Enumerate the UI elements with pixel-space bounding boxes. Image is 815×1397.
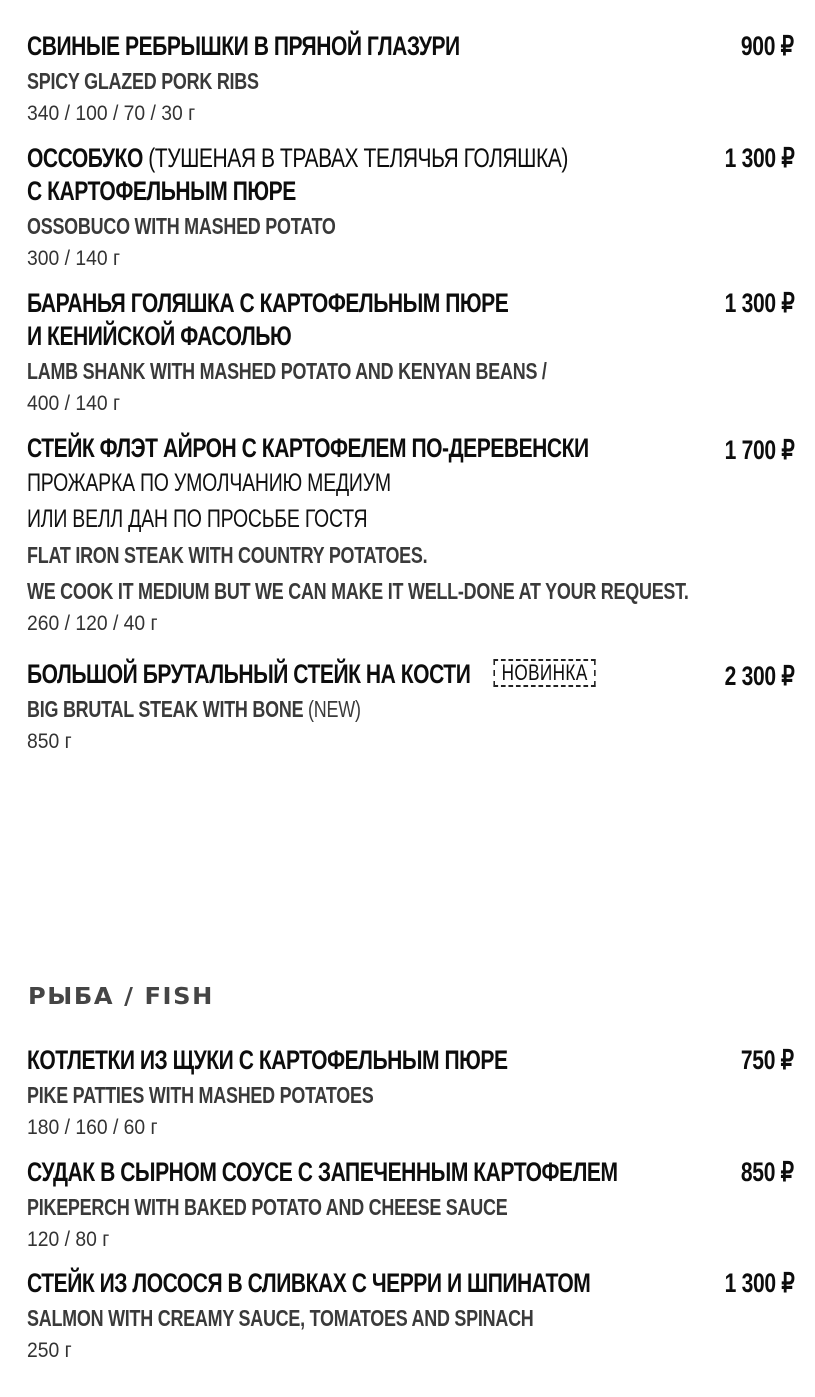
dish-name-en: SPICY GLAZED PORK RIBS <box>27 68 259 94</box>
dish-name-main: БОЛЬШОЙ БРУТАЛЬНЫЙ СТЕЙК НА КОСТИ <box>27 659 471 689</box>
menu-item-lamb-shank <box>27 287 797 419</box>
dish-price: 1 300 ₽ <box>724 288 794 318</box>
menu-item-brutal-steak <box>27 658 797 757</box>
dish-name: КОТЛЕТКИ ИЗ ЩУКИ С КАРТОФЕЛЬНЫМ ПЮРЕ <box>27 1045 508 1075</box>
dish-name-en: FLAT IRON STEAK WITH COUNTRY POTATOES. <box>27 542 428 568</box>
dish-name-en-main: BIG BRUTAL STEAK WITH BONE <box>27 696 304 722</box>
dish-name-line2: И КЕНИЙСКОЙ ФАСОЛЬЮ <box>27 321 292 351</box>
dish-name-main: ОССОБУКО <box>27 143 143 173</box>
dish-name-en: PIKEPERCH WITH BAKED POTATO AND CHEESE SAUCE <box>27 1194 508 1220</box>
dish-note-en: WE COOK IT MEDIUM BUT WE CAN MAKE IT WELL-DONE AT YOUR REQUEST. <box>27 578 689 604</box>
menu-item-ossobuco <box>27 142 797 274</box>
dish-name-en: LAMB SHANK WITH MASHED POTATO AND KENYAN BEANS / <box>27 358 547 384</box>
section-title-fish: РЫБА / FISH <box>28 984 214 1010</box>
menu-item-flat-iron-steak <box>27 432 797 639</box>
dish-name <box>27 142 628 175</box>
dish-weight: 120 / 80 г <box>27 1228 110 1251</box>
dish-name-en-note: (NEW) <box>303 696 361 722</box>
dish-weight: 400 / 140 г <box>27 392 120 415</box>
dish-note-ru: ИЛИ ВЕЛЛ ДАН ПО ПРОСЬБЕ ГОСТЯ <box>27 505 368 533</box>
dish-price: 1 300 ₽ <box>724 143 794 173</box>
dish-name <box>27 658 628 691</box>
dish-weight: 260 / 120 / 40 г <box>27 612 158 635</box>
dish-name: СТЕЙК ФЛЭТ АЙРОН С КАРТОФЕЛЕМ ПО-ДЕРЕВЕНСКИ <box>27 433 589 463</box>
dish-weight: 850 г <box>27 730 72 753</box>
menu-item-pikeperch <box>27 1156 797 1255</box>
dish-note-ru: ПРОЖАРКА ПО УМОЛЧАНИЮ МЕДИУМ <box>27 469 391 497</box>
dish-weight: 340 / 100 / 70 / 30 г <box>27 102 196 125</box>
menu-item-pike-patties <box>27 1044 797 1143</box>
dish-name-en: SALMON WITH CREAMY SAUCE, TOMATOES AND SPINACH <box>27 1305 534 1331</box>
dish-price: 750 ₽ <box>741 1045 794 1075</box>
dish-name: БАРАНЬЯ ГОЛЯШКА С КАРТОФЕЛЬНЫМ ПЮРЕ <box>27 288 509 318</box>
dish-name-note: (ТУШЕНАЯ В ТРАВАХ ТЕЛЯЧЬЯ ГОЛЯШКА) <box>142 143 568 173</box>
dish-name-line2: С КАРТОФЕЛЬНЫМ ПЮРЕ <box>27 176 296 206</box>
dish-weight: 300 / 140 г <box>27 247 120 270</box>
dish-price: 1 700 ₽ <box>724 435 794 465</box>
dish-name: СВИНЫЕ РЕБРЫШКИ В ПРЯНОЙ ГЛАЗУРИ <box>27 31 460 61</box>
dish-price: 1 300 ₽ <box>724 1268 794 1298</box>
menu-item-salmon-steak <box>27 1267 797 1366</box>
dish-name: СУДАК В СЫРНОМ СОУСЕ С ЗАПЕЧЕННЫМ КАРТОФЕЛЕМ <box>27 1157 618 1187</box>
dish-name-en <box>27 691 628 727</box>
dish-name: СТЕЙК ИЗ ЛОСОСЯ В СЛИВКАХ С ЧЕРРИ И ШПИНАТОМ <box>27 1268 591 1298</box>
dish-price: 2 300 ₽ <box>724 661 794 691</box>
dish-name-en: OSSOBUCO WITH MASHED POTATO <box>27 213 336 239</box>
dish-weight: 180 / 160 / 60 г <box>27 1116 158 1139</box>
menu-item-pork-ribs <box>27 30 797 129</box>
dish-price: 850 ₽ <box>741 1157 794 1187</box>
dish-weight: 250 г <box>27 1339 72 1362</box>
dish-name-en: PIKE PATTIES WITH MASHED POTATOES <box>27 1082 374 1108</box>
new-badge: НОВИНКА <box>494 659 596 687</box>
dish-price: 900 ₽ <box>741 31 794 61</box>
